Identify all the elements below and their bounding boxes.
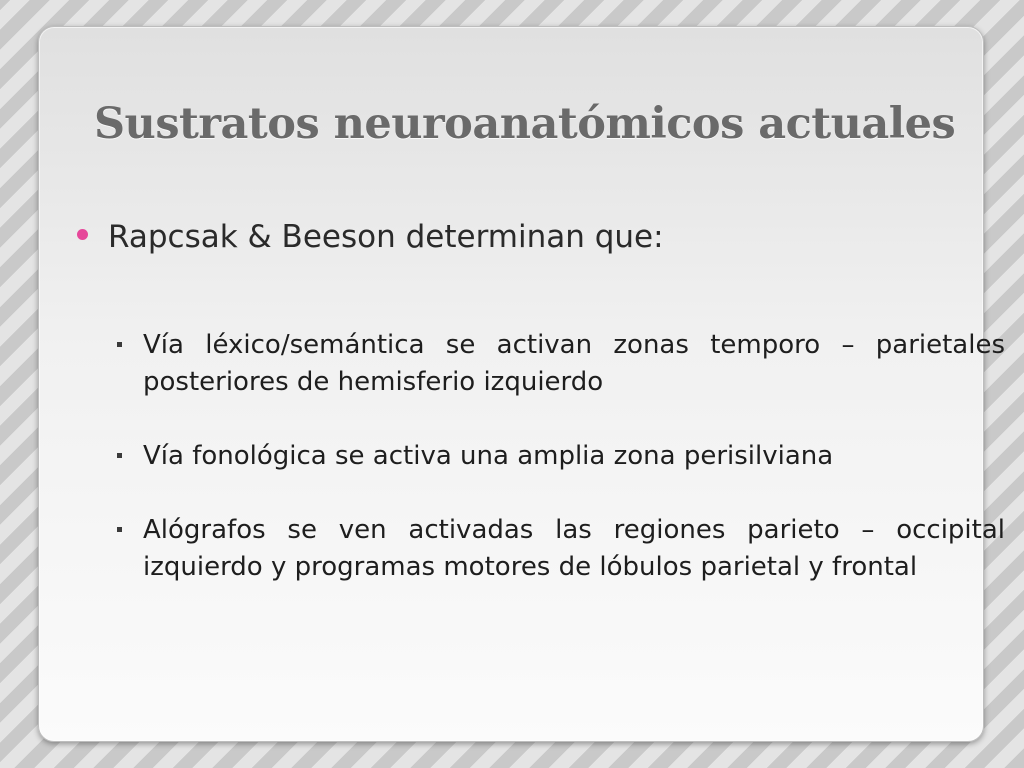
sub-bullet-list: [117, 327, 1005, 586]
sub-bullet-text: Vía fonológica se activa una amplia zona perisilviana: [143, 441, 834, 471]
main-bullet-text: Rapcsak & Beeson determinan que:: [108, 219, 664, 255]
sub-bullet-item: [117, 438, 1005, 475]
square-bullet-icon: [117, 342, 122, 347]
slide-panel: [38, 26, 1005, 742]
slide-title: Sustratos neuroanatómicos actuales: [94, 99, 956, 149]
sub-bullet-text: Vía léxico/semántica se activan zonas temporo – parietales posteriores de hemisferio izquierdo: [143, 330, 1005, 397]
sub-bullet-item: [117, 512, 1005, 586]
pink-dot-bullet-icon: [77, 229, 88, 240]
square-bullet-icon: [117, 527, 122, 532]
sub-bullet-text: Alógrafos se ven activadas las regiones parieto – occipital izquierdo y programas motores de lóbulos parietal y frontal: [143, 515, 1005, 582]
square-bullet-icon: [117, 453, 122, 458]
main-bullet: [77, 219, 664, 255]
sub-bullet-item: [117, 327, 1005, 401]
